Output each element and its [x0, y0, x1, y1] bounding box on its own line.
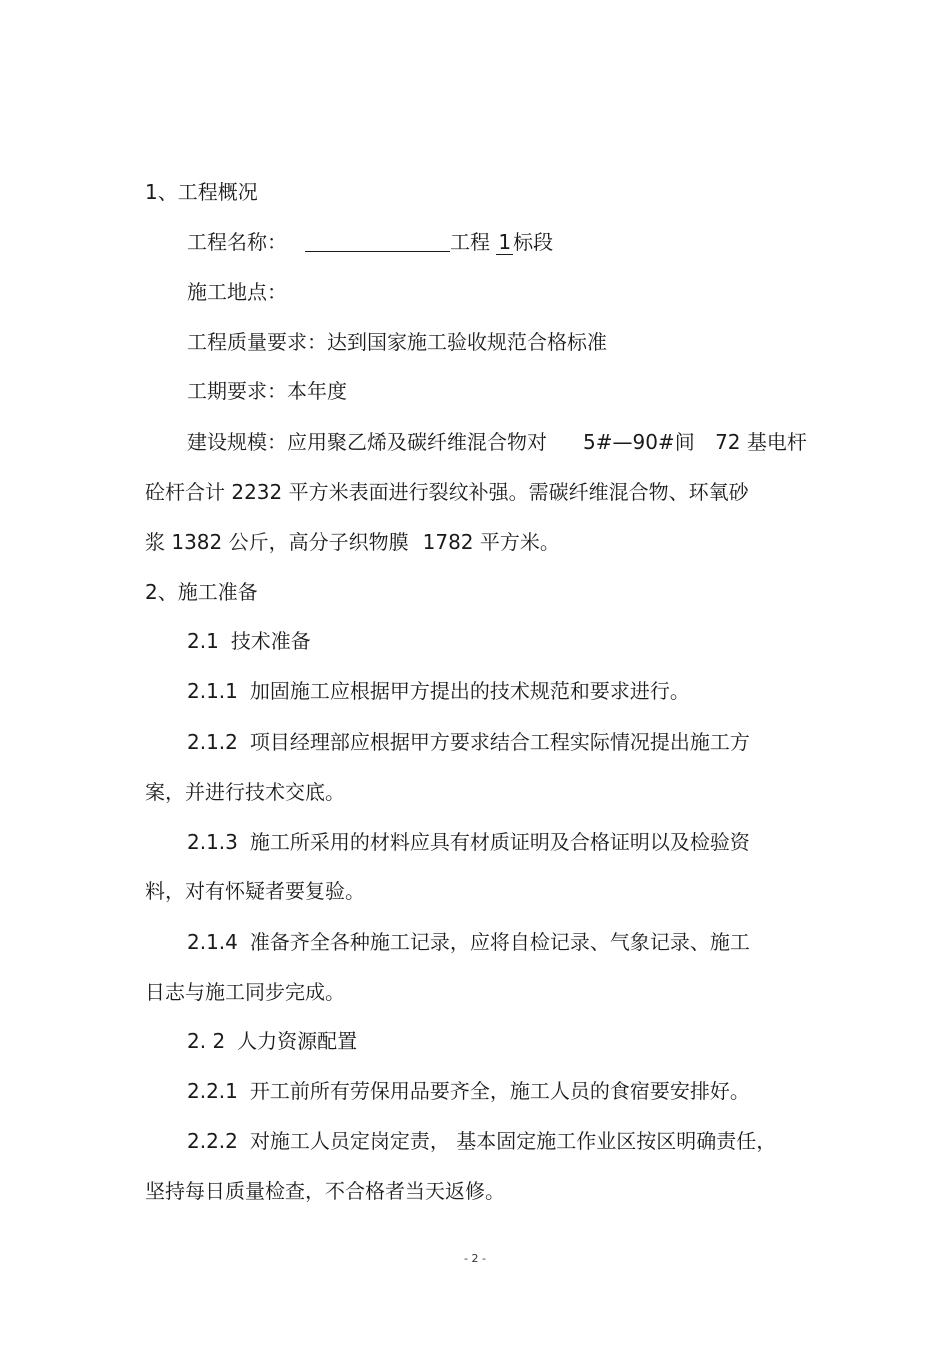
item-text: 施工所采用的材料应具有材质证明及合格证明以及检验资	[249, 830, 750, 854]
project-segment-number: 1	[498, 230, 512, 254]
section-1-heading: 1、工程概况	[145, 180, 258, 204]
scale-text-3b: 1782 平方米。	[422, 530, 560, 554]
scale-line-3	[145, 529, 560, 555]
item-number: 2.2.1	[187, 1079, 238, 1103]
item-2-2-2	[187, 1128, 776, 1154]
scale-text-a: 建设规模：应用聚乙烯及碳纤维混合物对	[187, 430, 547, 454]
item-2-1-4	[187, 929, 750, 955]
item-number: 2.1.1	[187, 679, 238, 703]
item-number: 2.1.4	[187, 930, 238, 954]
item-2-1-3-continued: 料，对有怀疑者要复验。	[145, 879, 365, 903]
item-text: 准备齐全各种施工记录，应将自检记录、气象记录、施工	[249, 930, 750, 954]
project-name-suffix-a: 工程	[450, 230, 490, 254]
scale-line-2: 砼杆合计 2232 平方米表面进行裂纹补强。需碳纤维混合物、环氧砂	[145, 480, 749, 504]
item-number: 2.2.2	[187, 1129, 238, 1153]
location-line: 施工地点：	[187, 280, 287, 304]
subsection-2-2	[187, 1028, 357, 1054]
item-2-2-2-continued: 坚持每日质量检查，不合格者当天返修。	[145, 1179, 505, 1203]
project-name-line	[187, 229, 553, 255]
scale-text-c: 72 基电杆	[715, 430, 807, 454]
subsection-title: 技术准备	[230, 629, 311, 653]
item-text: 加固施工应根据甲方提出的技术规范和要求进行。	[249, 679, 690, 703]
subsection-title: 人力资源配置	[237, 1029, 358, 1053]
item-number: 2.1.2	[187, 730, 238, 754]
project-name-blank	[305, 229, 450, 252]
subsection-number: 2. 2	[187, 1029, 226, 1053]
item-2-1-2	[187, 729, 750, 755]
duration-requirement-line: 工期要求：本年度	[187, 379, 347, 403]
scale-text-3a: 浆 1382 公斤，高分子织物膜	[145, 530, 409, 554]
subsection-number: 2.1	[187, 629, 219, 653]
subsection-2-1	[187, 628, 311, 654]
item-number: 2.1.3	[187, 830, 238, 854]
scale-line-1	[187, 429, 807, 455]
item-text: 对施工人员定岗定责， 基本固定施工作业区按区明确责任，	[249, 1129, 777, 1153]
item-2-1-2-continued: 案，并进行技术交底。	[145, 780, 345, 804]
item-2-1-1	[187, 678, 690, 704]
scale-text-b: 5#—90#间	[583, 430, 695, 454]
project-name-suffix-b: 标段	[513, 230, 554, 254]
project-name-label: 工程名称：	[187, 230, 287, 254]
page-number: - 2 -	[464, 1252, 486, 1265]
quality-requirement-line: 工程质量要求：达到国家施工验收规范合格标准	[187, 330, 607, 354]
section-2-heading: 2、施工准备	[145, 580, 258, 604]
item-2-1-3	[187, 829, 750, 855]
item-2-1-4-continued: 日志与施工同步完成。	[145, 980, 345, 1004]
item-2-2-1	[187, 1078, 750, 1104]
item-text: 开工前所有劳保用品要齐全，施工人员的食宿要安排好。	[249, 1079, 750, 1103]
item-text: 项目经理部应根据甲方要求结合工程实际情况提出施工方	[249, 730, 750, 754]
